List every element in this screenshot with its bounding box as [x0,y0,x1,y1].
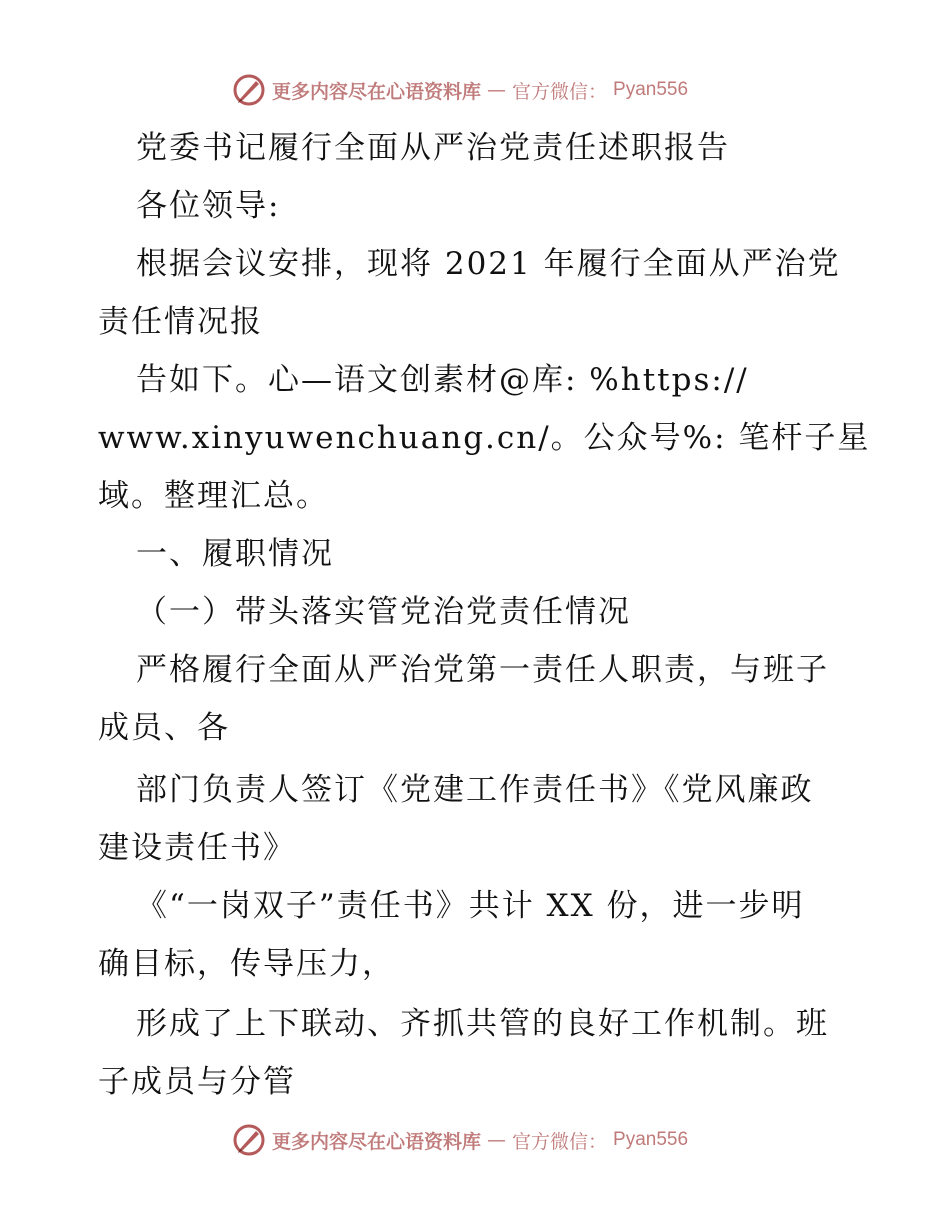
body-line: 成员、各 [98,710,230,746]
body-line: 责任情况报 [98,304,263,340]
subsection-heading: （一）带头落实管党治党责任情况 [136,594,631,630]
body-line: 《“一岗双子”责任书》共计 XX 份，进一步明 [136,888,805,924]
body-line: 严格履行全面从严治党第一责任人职责，与班子 [136,652,829,688]
watermark-wechat-id: Pyan556 [613,79,689,100]
watermark-wechat-id: Pyan556 [613,1129,689,1150]
quill-logo-icon [232,1123,266,1157]
watermark-footer [232,1122,688,1158]
body-line: 子成员与分管 [98,1064,296,1100]
document-title: 党委书记履行全面从严治党责任述职报告 [136,130,730,166]
body-line: 根据会议安排，现将 2021 年履行全面从严治党 [136,246,841,282]
salutation: 各位领导: [136,188,281,224]
body-line: 域。整理汇总。 [98,478,329,514]
watermark-header [232,72,688,108]
watermark-dash: — [487,1129,507,1151]
watermark-wechat-label: 官方微信： [512,1130,608,1153]
body-line: 部门负责人签订《党建工作责任书》《党风廉政 [136,772,814,808]
quill-logo-icon [232,73,266,107]
watermark-brand: 更多内容尽在心语资料库 [272,80,482,103]
watermark-brand: 更多内容尽在心语资料库 [272,1130,482,1153]
section-heading: 一、履职情况 [136,536,334,572]
body-line: 建设责任书》 [98,830,296,866]
watermark-wechat-label: 官方微信： [512,80,608,103]
body-line: www.xinyuwenchuang.cn/。公众号%: 笔杆子星 [98,420,871,456]
body-line: 形成了上下联动、齐抓共管的良好工作机制。班 [136,1006,829,1042]
watermark-dash: — [487,79,507,101]
body-line: 告如下。心—语文创素材@库: %https:// [136,362,749,398]
body-line: 确目标，传导压力， [98,946,395,982]
